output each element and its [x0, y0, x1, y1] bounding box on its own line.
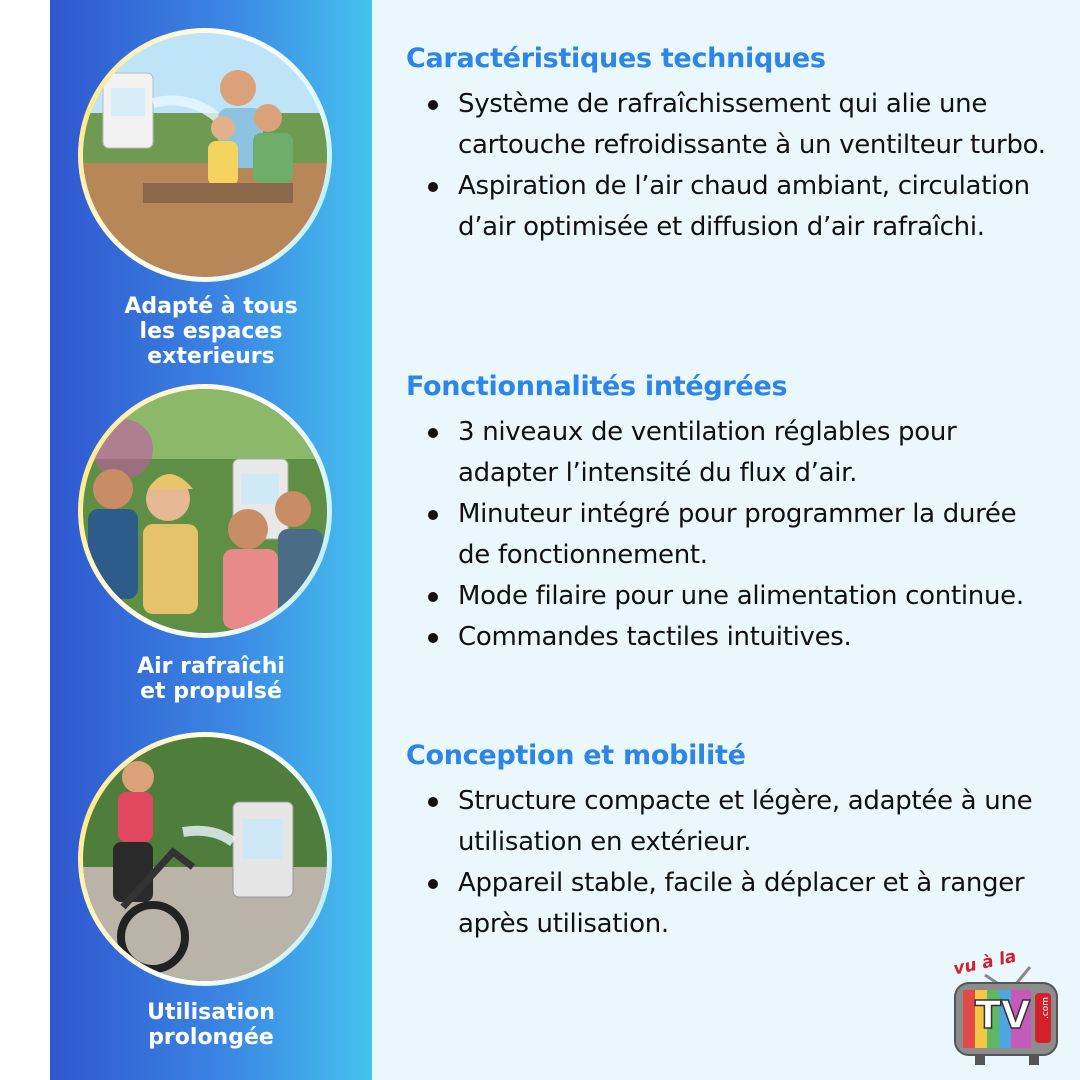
list-item: Commandes tactiles intuitives.	[406, 617, 1056, 658]
section-title-technical: Caractéristiques techniques	[406, 43, 826, 74]
bullet-dot-icon	[428, 182, 438, 192]
bullet-dot-icon	[428, 100, 438, 110]
bullet-list-technical	[406, 84, 1056, 248]
logo-tagline: vu à la	[951, 946, 1019, 980]
bullet-dot-icon	[428, 428, 438, 438]
left-margin	[0, 0, 50, 1080]
vu-a-la-tv-logo	[945, 945, 1070, 1070]
photo-ring	[78, 732, 332, 986]
photo-ring	[78, 28, 332, 282]
list-item: Système de rafraîchissement qui alie une cartouche refroidissante à un ventilteur turbo.	[406, 84, 1056, 166]
list-item: 3 niveaux de ventilation réglables pour adapter l’intensité du flux d’air.	[406, 412, 1056, 494]
photo-ring	[78, 384, 332, 638]
bullet-dot-icon	[428, 633, 438, 643]
friends-garden-photo	[83, 389, 327, 633]
bullet-dot-icon	[428, 879, 438, 889]
list-item: Minuteur intégré pour programmer la durée de fonctionnement.	[406, 494, 1056, 576]
list-item: Appareil stable, facile à déplacer et à ranger après utilisation.	[406, 863, 1056, 945]
list-item: Mode filaire pour une alimentation continue.	[406, 576, 1056, 617]
section-title-features: Fonctionnalités intégrées	[406, 371, 788, 402]
bullet-list-design	[406, 781, 1056, 945]
section-title-design: Conception et mobilité	[406, 740, 746, 771]
woman-cycling-photo	[83, 737, 327, 981]
feature-label: Adapté à tous les espaces exterieurs	[124, 294, 298, 369]
bullet-list-features	[406, 412, 1056, 658]
family-terrace-photo	[83, 33, 327, 277]
bullet-dot-icon	[428, 797, 438, 807]
feature-label: Air rafraîchi et propulsé	[137, 654, 285, 704]
list-item: Aspiration de l’air chaud ambiant, circulation d’air optimisée et diffusion d’air rafraîchi.	[406, 166, 1056, 248]
list-item: Structure compacte et légère, adaptée à une utilisation en extérieur.	[406, 781, 1056, 863]
feature-label: Utilisation prolongée	[147, 1000, 275, 1050]
bullet-dot-icon	[428, 510, 438, 520]
logo-dotcom: .com	[1041, 996, 1052, 1020]
feature-sidebar	[50, 0, 372, 1080]
bullet-dot-icon	[428, 592, 438, 602]
logo-tv-text: TV	[975, 993, 1031, 1037]
